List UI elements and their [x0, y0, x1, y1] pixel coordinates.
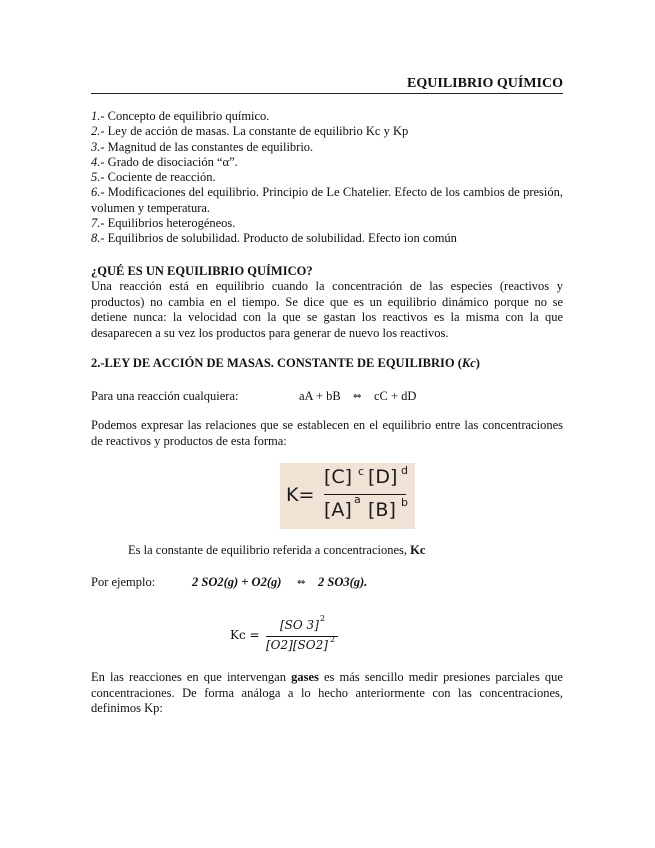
example-left: 2 SO2(g) + O2(g) [192, 575, 282, 589]
example-reaction [91, 575, 563, 590]
reaction-label: Para una reacción cualquiera: [91, 389, 239, 403]
section2-heading: 2.-LEY DE ACCIÓN DE MASAS. CONSTANTE DE EQUILIBRIO (Kc) [91, 356, 480, 370]
example-right: 2 SO3(g). [318, 575, 368, 589]
section1-heading: ¿QUÉ ES UN EQUILIBRIO QUÍMICO? [91, 264, 313, 278]
toc-item: 6.- Modificaciones del equilibrio. Principio de Le Chatelier. Efecto de los cambios de presión, volumen y temperatura. [91, 185, 563, 215]
reaction-left: aA + bB [299, 389, 341, 403]
toc-item: 7.- Equilibrios heterogéneos. [91, 216, 236, 231]
example-label: Por ejemplo: [91, 575, 156, 589]
toc-item: 1.- Concepto de equilibrio químico. [91, 109, 270, 123]
toc-item: 8.- Equilibrios de solubilidad. Producto de solubilidad. Efecto ion común [91, 231, 457, 246]
relations-text: Podemos expresar las relaciones que se establecen en el equilibrio entre las concentraciones de reactivos y productos de esta forma: [91, 418, 563, 448]
equilibrium-constant-formula: K= [C] c [D] d [A] a [B] b [280, 463, 415, 529]
toc-item: 3.- Magnitud de las constantes de equilibrio. [91, 139, 314, 154]
toc-item: 2.- Ley de acción de masas. La constante de equilibrio Kc y Kp [91, 124, 409, 139]
equilibrium-arrow-icon: ⇔ [297, 577, 306, 588]
section1-body: Una reacción está en equilibrio cuando la concentración de las especies (reactivos y productos) no cambia en el tiempo. Se dice que es un equilibrio dinámico porque no se detiene nunca: la velocidad con la que se gastan los reactivos es la misma con la que desaparecen a su vez los productos para generar de nuevo los reactivos. [91, 279, 563, 340]
equilibrium-arrow-icon: ⇔ [353, 391, 362, 402]
kc-formula: Kc = [SO 3] 2 [O2][SO2] 2 [230, 618, 390, 658]
table-of-contents [91, 109, 563, 247]
generic-reaction [91, 389, 563, 404]
toc-item: 5.- Cociente de reacción. [91, 170, 216, 185]
fraction-bar [266, 636, 338, 637]
page-title: EQUILIBRIO QUÍMICO [91, 76, 563, 94]
reaction-right: cC + dD [374, 389, 417, 403]
constant-text: Es la constante de equilibrio referida a concentraciones, Kc [128, 543, 426, 557]
toc-item: 4.- Grado de disociación “α”. [91, 154, 238, 169]
gases-text: En las reacciones en que intervengan gases es más sencillo medir presiones parciales que concentraciones. De forma análoga a lo hecho anteriormente con las concentraciones, definimos Kp: [91, 670, 563, 716]
fraction-bar [324, 494, 406, 495]
